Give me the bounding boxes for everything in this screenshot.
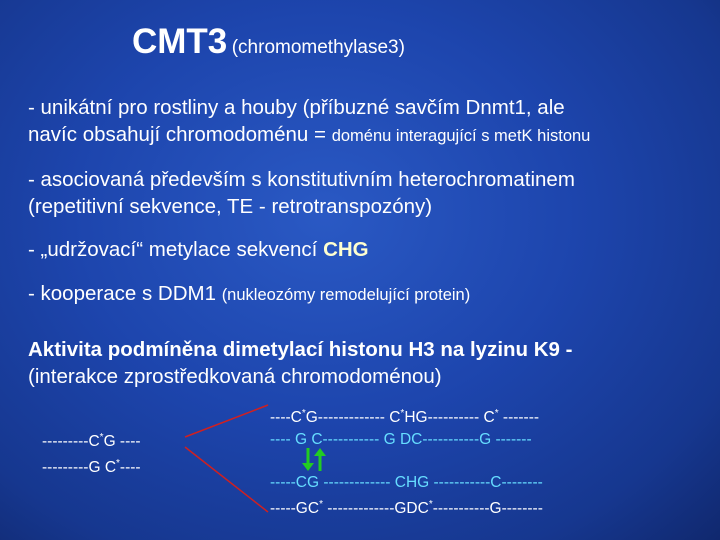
bullet-1-line1: - unikátní pro rostliny a houby (příbuzné savčím Dnmt1, ale xyxy=(28,96,565,119)
bullet-2-line2: (repetitivní sekvence, TE - retrotranspozóny) xyxy=(28,195,433,218)
bullet-3-strong: CHG xyxy=(323,238,369,261)
bullet-2-line1: - asociovaná především s konstitutivním heterochromatinem xyxy=(28,168,575,191)
connector-line-bottom xyxy=(185,447,268,512)
left-seq-row1: ---------C*G ---- xyxy=(42,432,141,451)
left-seq-row2: ---------G C*---- xyxy=(42,458,141,477)
arrow-down-icon xyxy=(302,448,314,471)
title-sub: (chromomethylase3) xyxy=(231,37,405,58)
arrow-up-icon xyxy=(314,448,326,471)
right-top-row2: ---- G C----------- G DC-----------G ------- xyxy=(270,431,532,449)
title-main: CMT3 xyxy=(132,22,228,61)
bullet-4-note: (nukleozómy remodelující protein) xyxy=(221,286,471,304)
bullet-3-text: - „udržovací“ metylace sekvencí xyxy=(28,238,324,261)
connector-line-top xyxy=(185,405,268,437)
right-bottom-row1: -----CG ------------- CHG -----------C-------- xyxy=(270,474,543,491)
right-bottom-row2: -----GC* -------------GDC*-----------G-------- xyxy=(270,499,543,518)
activity-line1: Aktivita podmíněna dimetylací histonu H3 na lyzinu K9 - xyxy=(28,338,573,361)
right-top-row1: ----C*G------------- C*HG---------- C* ------- xyxy=(270,408,540,427)
bullet-1-note: doménu interagující s metK histonu xyxy=(331,127,591,145)
bullet-1-line2: navíc obsahují chromodoménu = doménu interagující s metK histonu xyxy=(28,123,591,146)
activity-line2: (interakce zprostředkovaná chromodoménou) xyxy=(28,365,442,388)
bullet-4-text: - kooperace s DDM1 xyxy=(28,282,222,305)
